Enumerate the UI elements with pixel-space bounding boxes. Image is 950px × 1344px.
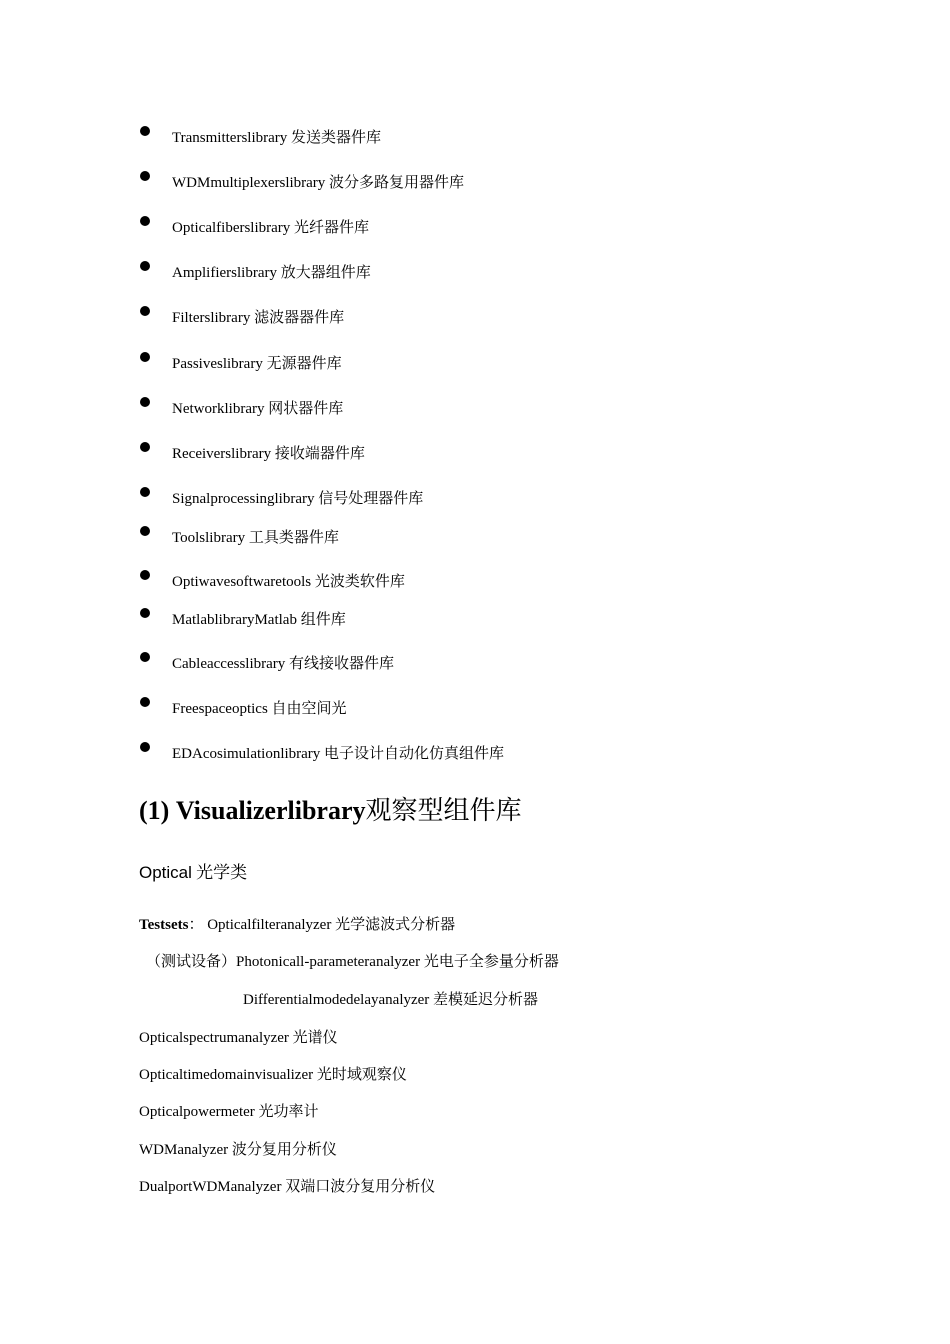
testsets-line: [139, 915, 455, 935]
list-item-text: Receiverslibrary 接收端器件库: [172, 446, 365, 462]
bullet-icon: [140, 526, 150, 536]
bullet-icon: [140, 608, 150, 618]
instrument-line: DualportWDManalyzer 双端口波分复用分析仪: [139, 1179, 436, 1195]
list-item-text: EDAcosimulationlibrary 电子设计自动化仿真组件库: [172, 746, 505, 762]
bullet-icon: [140, 742, 150, 752]
testsets-label: Testsets: [139, 917, 189, 933]
list-item-text: Opticalfiberslibrary 光纤器件库: [172, 220, 370, 236]
bullet-icon: [140, 171, 150, 181]
bullet-icon: [140, 352, 150, 362]
list-item: [140, 352, 840, 376]
list-item-text: Amplifierslibrary 放大器组件库: [172, 265, 371, 281]
list-item-text: Freespaceoptics 自由空间光: [172, 701, 347, 717]
list-item-text: Networklibrary 网状器件库: [172, 401, 344, 417]
bullet-icon: [140, 697, 150, 707]
testsets-line: [243, 990, 538, 1010]
testsets-item: Differentialmodedelayanalyzer 差模延迟分析器: [243, 992, 539, 1008]
instrument-line: Opticalspectrumanalyzer 光谱仪: [139, 1030, 338, 1046]
bullet-icon: [140, 442, 150, 452]
list-item: [140, 171, 840, 195]
bullet-icon: [140, 487, 150, 497]
list-item: [140, 306, 840, 330]
subheading: [139, 862, 247, 884]
list-item-text: Filterslibrary 滤波器器件库: [172, 310, 345, 326]
testsets-colon: ：: [188, 917, 204, 933]
instrument-line: Opticaltimedomainvisualizer 光时域观察仪: [139, 1067, 407, 1083]
list-item: [140, 216, 840, 240]
list-item: [140, 397, 840, 421]
list-item-text: Transmitterslibrary 发送类器件库: [172, 130, 382, 146]
testsets-paren-label: （测试设备）: [146, 954, 237, 970]
bullet-icon: [140, 397, 150, 407]
list-item: [140, 570, 840, 594]
list-item: [140, 261, 840, 285]
bullet-icon: [140, 216, 150, 226]
list-item: [140, 126, 840, 150]
heading-chinese: 观察型组件库: [365, 796, 522, 825]
list-item-text: Cableaccesslibrary 有线接收器件库: [172, 656, 395, 672]
testsets-item: Opticalfilteranalyzer 光学滤波式分析器: [207, 917, 456, 933]
list-item: [140, 442, 840, 466]
instrument-line: Opticalpowermeter 光功率计: [139, 1104, 319, 1120]
list-item: [140, 652, 840, 676]
list-item-text: MatlablibraryMatlab 组件库: [172, 612, 346, 628]
list-item: [140, 697, 840, 721]
list-item-text: Optiwavesoftwaretools 光波类软件库: [172, 574, 405, 590]
section-heading: [139, 795, 522, 827]
bullet-icon: [140, 570, 150, 580]
list-item-text: Toolslibrary 工具类器件库: [172, 530, 339, 546]
list-item-text: WDMmultiplexerslibrary 波分多路复用器件库: [172, 175, 465, 191]
list-item-text: Signalprocessinglibrary 信号处理器件库: [172, 491, 424, 507]
list-item: [140, 608, 840, 632]
heading-latin: Visualizerlibrary: [175, 796, 366, 825]
testsets-line: [146, 952, 559, 972]
subheading-latin: Optical: [139, 863, 192, 882]
bullet-icon: [140, 306, 150, 316]
list-item: [140, 742, 840, 766]
heading-number: (1): [139, 796, 170, 825]
testsets-item: Photonicall-parameteranalyzer 光电子全参量分析器: [236, 954, 559, 970]
bullet-icon: [140, 652, 150, 662]
bullet-icon: [140, 261, 150, 271]
list-item: [140, 487, 840, 511]
list-item: [140, 526, 840, 550]
bullet-icon: [140, 126, 150, 136]
instrument-line: WDManalyzer 波分复用分析仪: [139, 1142, 337, 1158]
subheading-chinese: 光学类: [196, 863, 248, 882]
list-item-text: Passiveslibrary 无源器件库: [172, 356, 342, 372]
